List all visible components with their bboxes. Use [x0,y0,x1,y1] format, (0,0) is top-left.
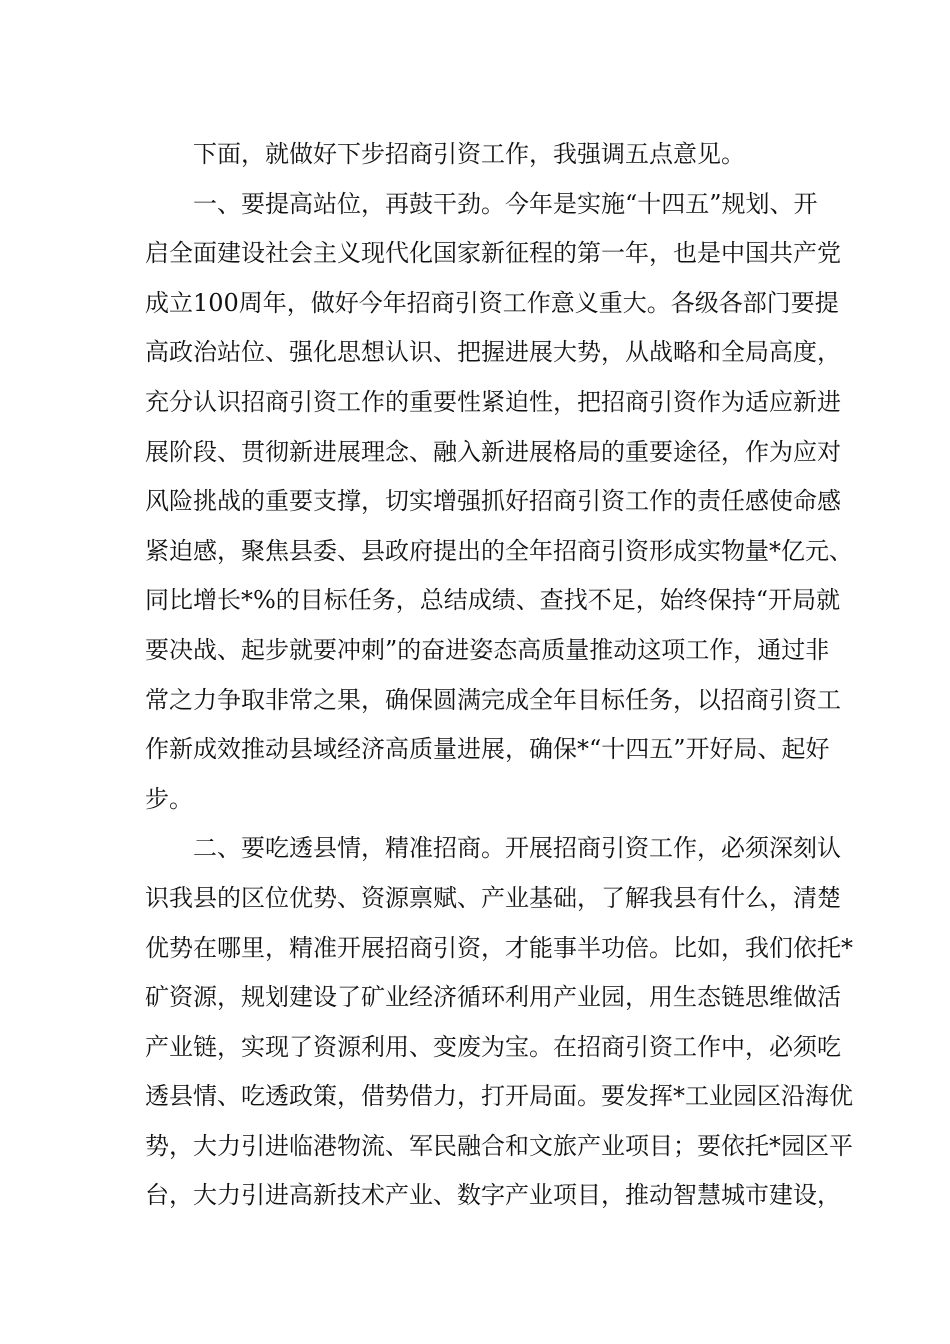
paragraph-line: 步。 [145,784,193,813]
document-body [145,130,853,1221]
paragraph-point-one [145,180,853,825]
paragraph-line: 紧迫感，聚焦县委、县政府提出的全年招商引资形成实物量*亿元、 [145,536,853,565]
paragraph-line: 产业链，实现了资源利用、变废为宝。在招商引资工作中，必须吃 [145,1032,841,1061]
paragraph-line: 矿资源，规划建设了矿业经济循环利用产业园，用生态链思维做活 [145,983,841,1012]
paragraph-line: 识我县的区位优势、资源禀赋、产业基础，了解我县有什么，清楚 [145,883,841,912]
paragraph-line: 展阶段、贯彻新进展理念、融入新进展格局的重要途径，作为应对 [145,437,841,466]
paragraph-line: 同比增长*%的目标任务，总结成绩、查找不足，始终保持“开局就 [145,586,841,615]
paragraph-line: 势，大力引进临港物流、军民融合和文旅产业项目；要依托*园区平 [145,1131,853,1160]
paragraph-line: 充分认识招商引资工作的重要性紧迫性，把招商引资作为适应新进 [145,387,841,416]
paragraph-line: 启全面建设社会主义现代化国家新征程的第一年，也是中国共产党 [145,239,841,268]
paragraph-line: 成立100周年，做好今年招商引资工作意义重大。各级各部门要提 [145,288,839,317]
paragraph-line: 作新成效推动县域经济高质量进展，确保*“十四五”开好局、起好 [145,735,830,764]
paragraph-intro [145,130,805,180]
paragraph-line: 下面，就做好下步招商引资工作，我强调五点意见。 [193,140,745,168]
paragraph-line: 一、要提高站位，再鼓干劲。今年是实施“十四五”规划、开 [193,189,818,218]
paragraph-line: 透县情、吃透政策，借势借力，打开局面。要发挥*工业园区沿海优 [145,1082,853,1111]
paragraph-line: 风险挑战的重要支撑，切实增强抓好招商引资工作的责任感使命感 [145,487,841,516]
paragraph-line: 常之力争取非常之果，确保圆满完成全年目标任务，以招商引资工 [145,685,841,714]
paragraph-line: 优势在哪里，精准开展招商引资，才能事半功倍。比如，我们依托* [145,933,853,962]
paragraph-line: 二、要吃透县情，精准招商。开展招商引资工作，必须深刻认 [193,834,841,863]
paragraph-line: 台，大力引进高新技术产业、数字产业项目，推动智慧城市建设， [145,1181,841,1210]
paragraph-point-two [145,824,853,1221]
paragraph-line: 要决战、起步就要冲刺”的奋进姿态高质量推动这项工作，通过非 [145,635,830,664]
paragraph-line: 高政治站位、强化思想认识、把握进展大势，从战略和全局高度， [145,338,841,367]
